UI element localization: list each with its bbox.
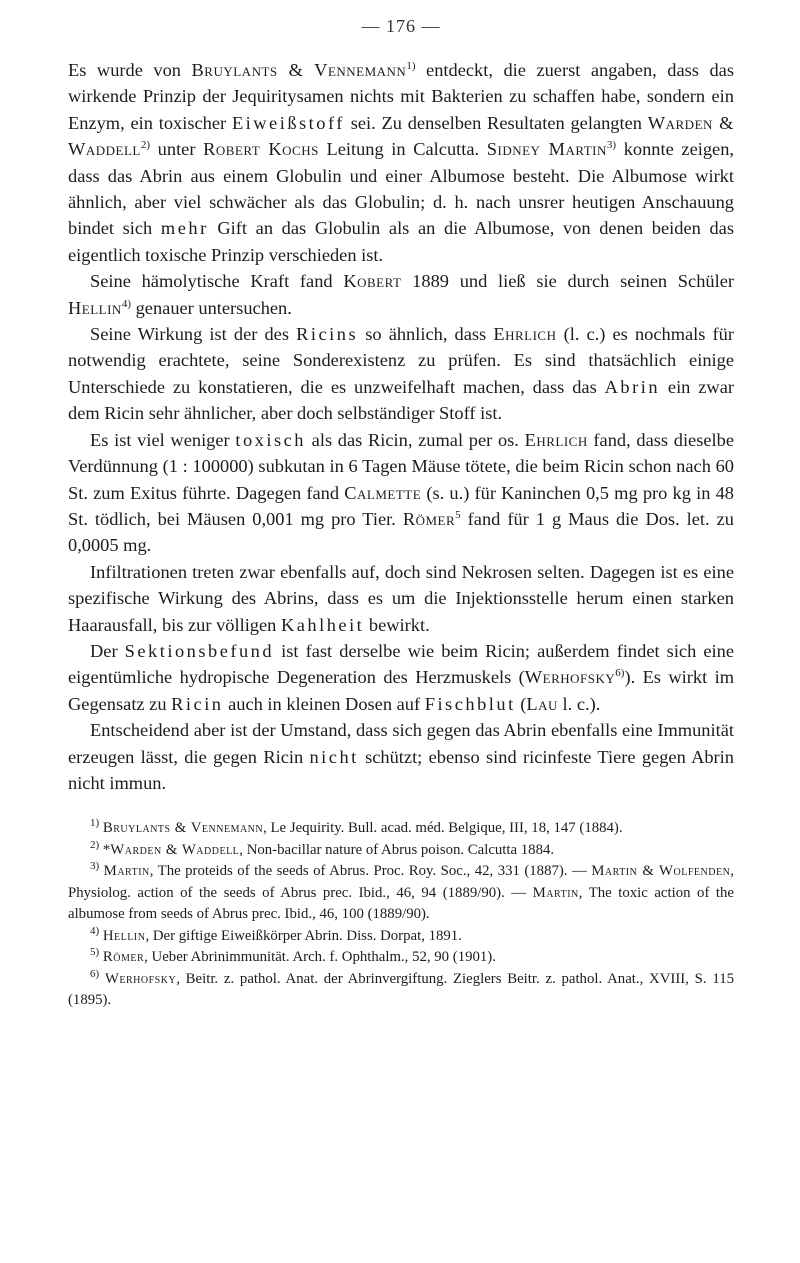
author-name: Hellin xyxy=(68,297,122,318)
footnote-marker: 1) xyxy=(90,817,100,830)
text-run: fand, dass dieselbe Verdünnung (1 : 100000) subkutan in 6 Tagen Mäuse tötete, die beim Ricin schon nach 60 St. zum Exitus führte. Dagegen fand xyxy=(68,429,735,503)
emphasized-word: Sektionsbefund xyxy=(124,640,275,661)
text-run: ( xyxy=(515,693,527,714)
text-run: Entscheidend aber ist der Umstand, dass sich gegen das Abrin ebenfalls eine Immunität erzeugen lässt, die gegen Ricin xyxy=(68,720,734,767)
author-name: Martin xyxy=(532,884,579,901)
text-run: , Non-bacillar nature of Abrus poison. Calcutta 1884. xyxy=(239,841,555,858)
author-name: Bruylants & Vennemann xyxy=(102,820,264,837)
author-name: Lau xyxy=(526,693,558,714)
text-run: , Physiolog. action of the seeds of Abrus prec. Ibid., 46, 94 (1889/90). — xyxy=(68,863,734,901)
text-run: Es wurde von xyxy=(68,60,192,80)
text-run: Seine Wirkung ist der des xyxy=(90,324,297,345)
emphasized-word: toxisch xyxy=(235,429,306,450)
emphasized-word: nicht xyxy=(309,746,359,767)
text-run: , Beitr. z. pathol. Anat. der Abrinvergiftung. Zieglers Beitr. z. pathol. Anat., XVIII, S. 115 (1895). xyxy=(68,970,734,1009)
text-run: , The toxic action of the albumose from seeds of Abrus prec. Ibid., 46, 100 (1889/90). xyxy=(68,884,734,923)
text-run: konnte zeigen, dass das Abrin aus einem Globulin und einer Albumose besteht. Die Albumose wirkt ähnlich, aber viel schwächer als das Globulin; d. h. nach unsrer heutigen Anschauung bindet sich xyxy=(68,139,734,239)
emphasized-word: Eiweißstoff xyxy=(231,112,345,133)
footnote-marker: 4) xyxy=(121,297,131,310)
text-run: ist fast derselbe wie beim Ricin; außerdem findet sich eine eigentümliche hydropische Degeneration des Herzmuskels ( xyxy=(68,640,735,688)
main-text xyxy=(68,57,734,796)
emphasized-word: Ricin xyxy=(171,693,224,714)
text-run: Leitung in Calcutta. xyxy=(318,139,487,160)
paragraph xyxy=(68,638,734,717)
emphasized-word: Kahlheit xyxy=(280,614,365,635)
text-run: , Der giftige Eiweißkörper Abrin. Diss. Dorpat, 1891. xyxy=(145,927,462,944)
footnote xyxy=(68,861,734,926)
text-run: bewirkt. xyxy=(364,614,430,635)
footnote xyxy=(68,818,734,840)
paragraph xyxy=(68,57,734,268)
footnote-marker: 2) xyxy=(90,838,100,851)
author-name: Werhofsky xyxy=(524,667,616,688)
author-name: Ehrlich xyxy=(493,324,557,345)
author-name: Hellin xyxy=(102,927,146,944)
author-name: Martin & Wolfenden xyxy=(591,863,731,880)
footnote-marker: 6) xyxy=(90,967,100,980)
author-name: Warden & Waddell xyxy=(110,841,240,858)
text-run: Der xyxy=(90,640,125,661)
paragraph xyxy=(68,268,734,321)
author-name: Calmette xyxy=(344,482,422,503)
footnote xyxy=(68,969,734,1012)
paragraph xyxy=(68,717,734,796)
author-name: Römer xyxy=(102,949,145,966)
footnote-marker: 3) xyxy=(90,860,100,873)
page-number: — 176 — xyxy=(361,16,441,36)
author-name: Kobert xyxy=(343,271,402,292)
text-run: als das Ricin, zumal per os. xyxy=(305,429,525,450)
text-run: so ähnlich, dass xyxy=(358,324,494,345)
footnote-marker: 5) xyxy=(90,946,100,959)
footnote-marker: 5 xyxy=(455,508,461,521)
emphasized-word: Ricins xyxy=(296,324,359,345)
emphasized-word: Fischblut xyxy=(424,693,516,714)
author-name: Robert Kochs xyxy=(203,139,319,160)
author-name: Bruylants & Vennemann xyxy=(191,60,407,80)
emphasized-word: Abrin xyxy=(604,376,661,397)
footnote xyxy=(68,926,734,948)
paragraph xyxy=(68,427,734,559)
text-run: Gift an das Globulin als an die Albumose, von denen beiden das eigentlich toxische Prinzip verschieden ist. xyxy=(68,218,734,265)
text-run: ein zwar dem Ricin sehr ähnlicher, aber doch selbständiger Stoff ist. xyxy=(68,376,734,424)
text-run: , The proteids of the seeds of Abrus. Proc. Roy. Soc., 42, 331 (1887). — xyxy=(149,863,592,880)
author-name: Martin xyxy=(103,863,150,880)
footnote xyxy=(68,947,734,969)
footnote xyxy=(68,840,734,862)
text-run: entdeckt, die zuerst angaben, dass das wirkende Prinzip der Jequiritysamen nichts mit Bakterien zu schaffen habe, sondern ein Enzym, ein toxischer xyxy=(68,60,734,133)
text-run: Seine hämolytische Kraft fand xyxy=(90,271,344,292)
author-name: Römer xyxy=(402,508,456,529)
text-run: * xyxy=(99,841,111,858)
paragraph xyxy=(68,321,734,427)
text-run: l. c.). xyxy=(557,693,601,714)
text-run: sei. Zu denselben Resultaten gelangten xyxy=(344,112,648,133)
text-run: unter xyxy=(150,139,204,160)
footnotes xyxy=(68,818,734,1012)
text-run: , Le Jequirity. Bull. acad. méd. Belgique, III, 18, 147 (1884). xyxy=(263,820,623,837)
text-run: (l. c.) es nochmals für notwendig erachtete, seine Sonderexistenz zu prüfen. Es sind thatsächlich einige Unterschiede zu konstatieren, die es unzweifelhaft machen, dass das xyxy=(68,324,734,397)
footnote-marker: 1) xyxy=(406,59,416,72)
text-run: fand für 1 g Maus die Dos. let. zu 0,0005 mg. xyxy=(68,508,734,556)
footnote-marker: 3) xyxy=(606,139,617,152)
text-run: , Ueber Abrinimmunität. Arch. f. Ophthalm., 52, 90 (1901). xyxy=(144,949,496,966)
text-run: Infiltrationen treten zwar ebenfalls auf, doch sind Nekrosen selten. Dagegen ist es eine spezifische Wirkung des Abrins, dass es um die Injektionsstelle herum einen starken Haarausfall, bis zur völligen xyxy=(68,561,734,635)
text-run: ). Es wirkt im Gegensatz zu xyxy=(68,667,735,714)
emphasized-word: mehr xyxy=(160,218,209,239)
author-name: Warden & Waddell xyxy=(68,112,734,160)
footnote-marker: 4) xyxy=(90,924,100,937)
text-run: schützt; ebenso sind ricinfeste Tiere gegen Abrin nicht immun. xyxy=(68,746,734,793)
text-run: genauer untersuchen. xyxy=(131,297,292,318)
text-run: 1889 und ließ sie durch seinen Schüler xyxy=(401,271,734,292)
text-run: Es ist viel weniger xyxy=(90,429,236,450)
text-run: auch in kleinen Dosen auf xyxy=(223,693,425,714)
author-name: Werhofsky xyxy=(104,970,177,987)
author-name: Sidney Martin xyxy=(486,139,607,160)
text-run: (s. u.) für Kaninchen 0,5 mg pro kg in 48 St. tödlich, bei Mäusen 0,001 mg pro Tier. xyxy=(68,482,734,529)
paragraph xyxy=(68,559,734,638)
footnote-marker: 6) xyxy=(615,667,625,680)
footnote-marker: 2) xyxy=(140,139,151,152)
author-name: Ehrlich xyxy=(524,429,588,450)
